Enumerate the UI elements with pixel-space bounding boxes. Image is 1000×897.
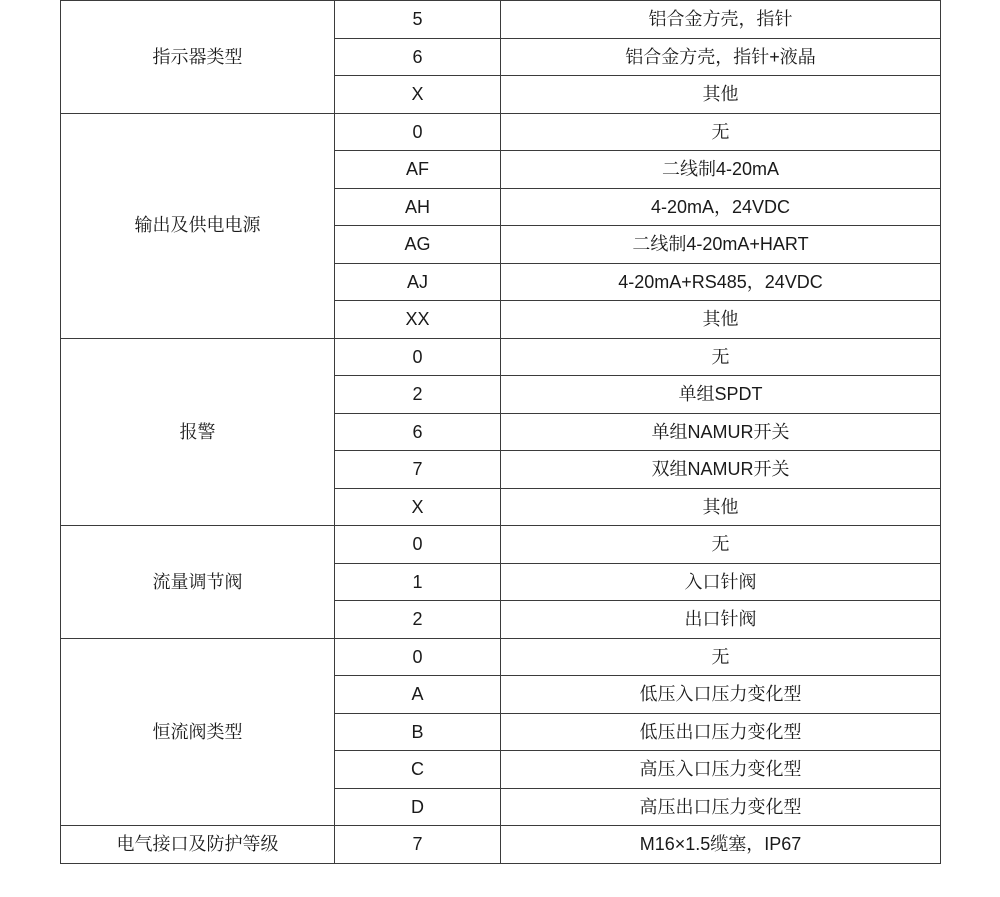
group-name-cell: 电气接口及防护等级 [61,826,335,864]
code-cell: 1 [335,563,501,601]
group-name-cell: 指示器类型 [61,1,335,114]
code-cell: 0 [335,113,501,151]
description-cell: M16×1.5缆塞，IP67 [501,826,941,864]
table-row [61,638,941,676]
code-cell: AF [335,151,501,189]
description-cell: 4-20mA，24VDC [501,188,941,226]
code-cell: 2 [335,601,501,639]
specification-table-body [61,1,941,864]
code-cell: 5 [335,1,501,39]
table-row [61,1,941,39]
description-cell: 其他 [501,76,941,114]
description-cell: 二线制4-20mA+HART [501,226,941,264]
description-cell: 高压出口压力变化型 [501,788,941,826]
code-cell: X [335,76,501,114]
code-cell: 0 [335,638,501,676]
code-cell: XX [335,301,501,339]
code-cell: 6 [335,38,501,76]
code-cell: 6 [335,413,501,451]
description-cell: 无 [501,526,941,564]
code-cell: C [335,751,501,789]
group-name-cell: 输出及供电电源 [61,113,335,338]
group-name-cell: 报警 [61,338,335,526]
table-row [61,826,941,864]
group-name-cell: 流量调节阀 [61,526,335,639]
description-cell: 入口针阀 [501,563,941,601]
description-cell: 出口针阀 [501,601,941,639]
description-cell: 无 [501,638,941,676]
code-cell: B [335,713,501,751]
description-cell: 低压入口压力变化型 [501,676,941,714]
code-cell: 7 [335,451,501,489]
code-cell: 0 [335,338,501,376]
description-cell: 其他 [501,488,941,526]
description-cell: 低压出口压力变化型 [501,713,941,751]
code-cell: 2 [335,376,501,414]
description-cell: 单组NAMUR开关 [501,413,941,451]
code-cell: 0 [335,526,501,564]
specification-table [60,0,941,864]
code-cell: AH [335,188,501,226]
description-cell: 无 [501,113,941,151]
group-name-cell: 恒流阀类型 [61,638,335,826]
description-cell: 双组NAMUR开关 [501,451,941,489]
description-cell: 铝合金方壳，指针 [501,1,941,39]
table-row [61,113,941,151]
code-cell: D [335,788,501,826]
description-cell: 高压入口压力变化型 [501,751,941,789]
code-cell: AJ [335,263,501,301]
description-cell: 二线制4-20mA [501,151,941,189]
description-cell: 4-20mA+RS485，24VDC [501,263,941,301]
code-cell: AG [335,226,501,264]
code-cell: 7 [335,826,501,864]
table-row [61,338,941,376]
code-cell: A [335,676,501,714]
code-cell: X [335,488,501,526]
description-cell: 单组SPDT [501,376,941,414]
description-cell: 无 [501,338,941,376]
table-row [61,526,941,564]
description-cell: 其他 [501,301,941,339]
description-cell: 铝合金方壳，指针+液晶 [501,38,941,76]
